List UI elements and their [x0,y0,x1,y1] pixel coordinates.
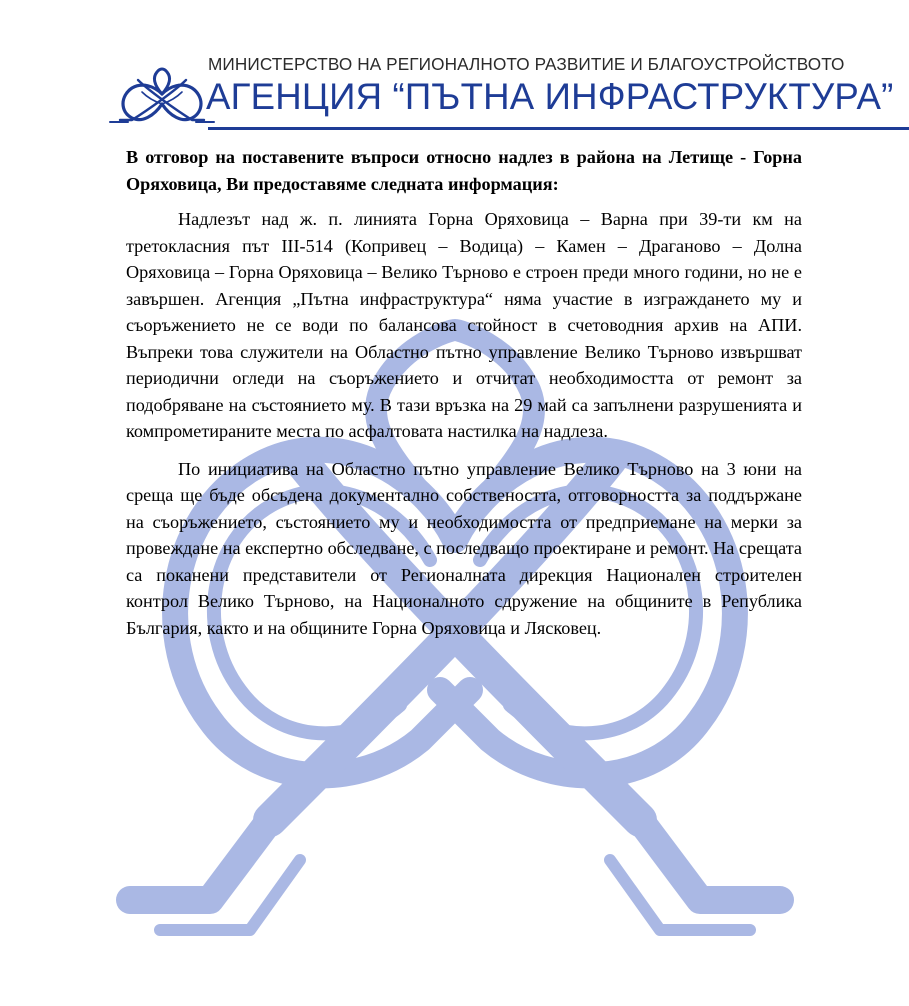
paragraph-overpass-status: Надлезът над ж. п. линията Горна Оряховица – Варна при 39-ти км на третокласния път III-514 (Копривец – Водица) – Камен – Драганово – Долна Оряховица – Горна Оряховица – Велико Търново е строен преди много години, но не е завършен. Агенция „Пътна инфраструктура“ няма участие в изграждането му и съоръжението не се води по балансова стойност в счетоводния архив на АПИ. Въпреки това служители на Областно пътно управление Велико Търново извършват периодични огледи на съоръжението и отчитат необходимостта от ремонт за подобряване на състоянието му. В тази връзка на 29 май са запълнени разрушенията и компрометираните места по асфалтовата настилка на надлеза. [126,209,802,441]
road-knot-logo-icon [108,56,216,126]
ministry-name: МИНИСТЕРСТВО НА РЕГИОНАЛНОТО РАЗВИТИЕ И БЛАГОУСТРОЙСТВОТО [208,54,845,74]
header-divider [208,127,909,130]
letter-body [126,144,802,652]
letterhead [108,50,894,134]
intro-statement: В отговор на поставените въпроси относно надлез в района на Летище - Горна Оряховица, Ви предоставяме следната информация: [126,147,802,194]
agency-name: АГЕНЦИЯ “ПЪТНА ИНФРАСТРУКТУРА” [206,76,894,117]
paragraph-meeting: По инициатива на Областно пътно управление Велико Търново на 3 юни на среща ще бъде обсъдена документално собствеността, отговорността за поддържане на съоръжението, състоянието му и необходимостта от предприемане на мерки за провеждане на експертно обследване, с последващо проектиране и ремонт. На срещата са поканени представители от Регионалната дирекция Национален строителен контрол Велико Търново, на Националното сдружение на общините в Република България, както и на общините Горна Оряховица и Лясковец. [126,458,802,638]
